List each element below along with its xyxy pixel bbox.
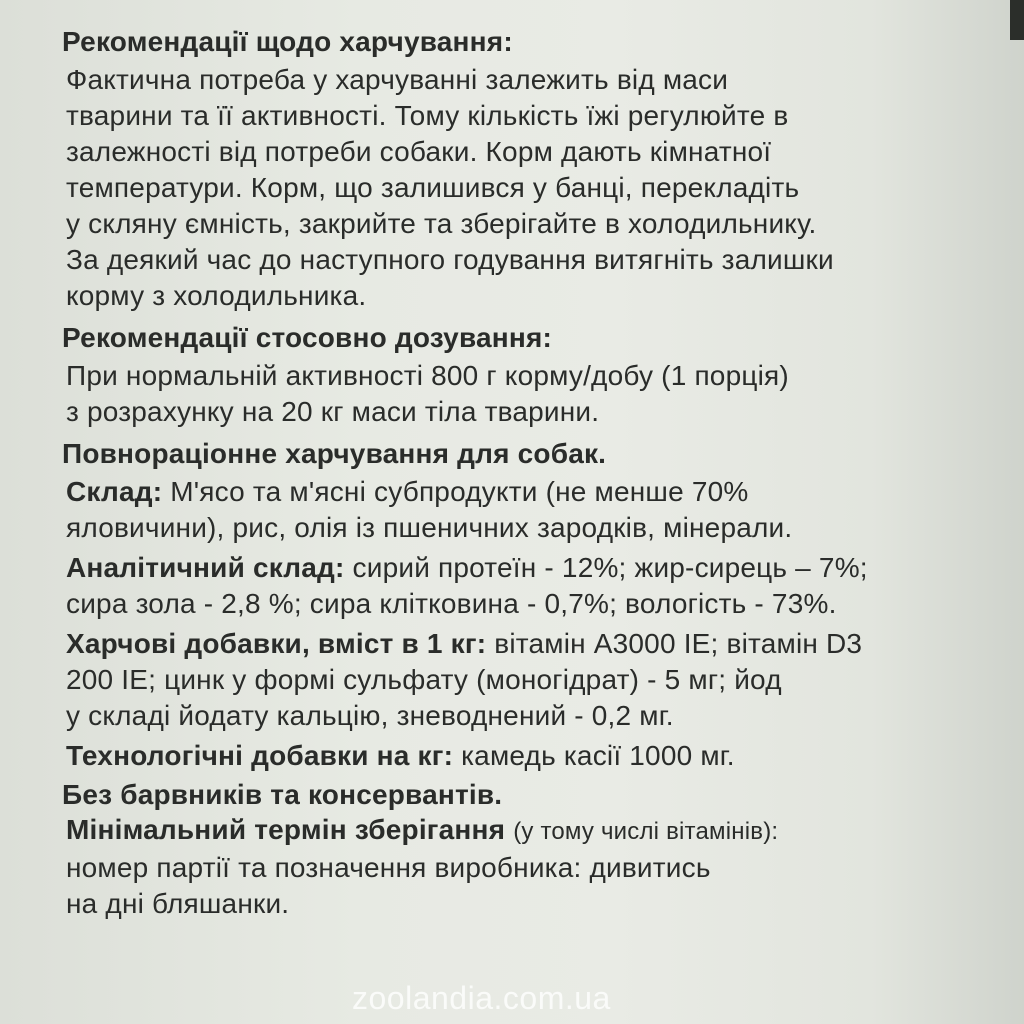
analytical-text: сира зола - 2,8 %; сира клітковина - 0,7%; вологість - 73%. [66,588,837,619]
additives-block [62,626,992,734]
dosage-heading: Рекомендації стосовно дозування: [62,322,553,353]
composition-block [62,474,992,546]
composition-text: М'ясо та м'ясні субпродукти (не менше 70% [170,476,749,507]
dosage-line: При нормальній активності 800 г корму/добу (1 порція) [66,360,789,391]
feeding-line: температури. Корм, що залишився у банці, перекладіть [66,172,800,203]
feeding-heading: Рекомендації щодо харчування: [62,26,513,57]
shelf-life-block [62,812,992,922]
additives-text: 200 IE; цинк у формі сульфату (моногідрат) - 5 мг; йод [66,664,782,695]
complete-food-heading: Повнораціонне харчування для собак. [62,438,607,469]
label-text [62,22,992,926]
additives-text: вітамін А3000 IE; вітамін D3 [494,628,863,659]
feeding-line: тварини та її активності. Тому кількість їжі регулюйте в [66,100,789,131]
tech-additives-block [62,738,992,774]
additives-text: у складі йодату кальцію, зневоднений - 0,2 мг. [66,700,674,731]
analytical-block [62,550,992,622]
additives-label: Харчові добавки, вміст в 1 кг: [66,628,487,659]
tech-additives-label: Технологічні добавки на кг: [66,740,454,771]
feeding-line: корму з холодильника. [66,280,367,311]
watermark: zoolandia.com.ua [352,980,611,1016]
feeding-line: За деякий час до наступного годування витягніть залишки [66,244,834,275]
tech-additives-text: камедь касії 1000 мг. [461,740,735,771]
analytical-label: Аналітичний склад: [66,552,345,583]
feeding-line: залежності від потреби собаки. Корм дають кімнатної [66,136,772,167]
feeding-line: Фактична потреба у харчуванні залежить від маси [66,64,729,95]
dosage-line: з розрахунку на 20 кг маси тіла тварини. [66,396,600,427]
shelf-life-text: (у тому числі вітамінів): [513,818,779,845]
composition-label: Склад: [66,476,163,507]
shelf-life-text: номер партії та позначення виробника: дивитись [66,852,711,883]
analytical-text: сирий протеїн - 12%; жир-сирець – 7%; [352,552,868,583]
shelf-life-label: Мінімальний термін зберігання [66,814,506,845]
shelf-life-text: на дні бляшанки. [66,888,290,919]
feeding-line: у скляну ємність, закрийте та зберігайте в холодильнику. [66,208,817,239]
composition-text: яловичини), рис, олія із пшеничних зародків, мінерали. [66,512,793,543]
no-dyes-heading: Без барвників та консервантів. [62,779,503,810]
can-edge [1010,0,1024,40]
dosage-paragraph [62,358,992,430]
feeding-paragraph [62,62,992,314]
